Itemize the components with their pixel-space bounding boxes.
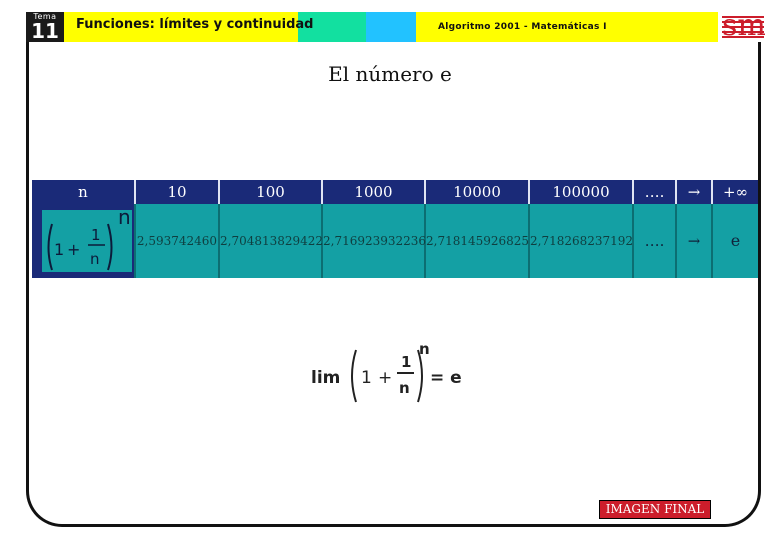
slide-title: El número e bbox=[328, 62, 452, 86]
final-image-button[interactable]: IMAGEN FINAL bbox=[599, 500, 711, 519]
header-cell: 10000 bbox=[426, 180, 530, 204]
tema-label: Tema bbox=[33, 12, 57, 21]
header-infinity: +∞ bbox=[722, 183, 749, 201]
sequence-formula bbox=[42, 210, 132, 272]
tema-badge bbox=[26, 12, 64, 42]
header-cell: 100 bbox=[220, 180, 323, 204]
value-limit-e: e bbox=[730, 231, 741, 250]
lim-numerator: 1 bbox=[401, 353, 412, 371]
value-cell: 2,718145926825 bbox=[426, 204, 530, 278]
sequence-formula-cell bbox=[32, 204, 136, 278]
value-arrow: → bbox=[677, 204, 713, 278]
formula-exponent: n bbox=[118, 210, 131, 229]
formula-one: 1 bbox=[54, 240, 65, 259]
value-cell: 2,704813829422 bbox=[220, 204, 323, 278]
value-dots: …. bbox=[634, 204, 677, 278]
formula-numerator: 1 bbox=[91, 226, 101, 244]
formula-denominator: n bbox=[90, 250, 100, 268]
sequence-formula-svg bbox=[42, 210, 132, 272]
header-dots: …. bbox=[634, 180, 677, 204]
lim-exponent: n bbox=[419, 340, 430, 358]
value-cell: 2,593742460 bbox=[136, 204, 220, 278]
value-cell: 2,718268237192 bbox=[530, 204, 634, 278]
formula-plus: + bbox=[67, 240, 81, 259]
sequence-table bbox=[32, 180, 758, 278]
header-arrow: → bbox=[677, 180, 713, 204]
header-cell-n: n bbox=[32, 180, 136, 204]
value-cell: 2,716923932236 bbox=[323, 204, 426, 278]
limit-formula-svg bbox=[308, 340, 478, 406]
lim-text: lim bbox=[311, 368, 341, 388]
header-accent-blue bbox=[366, 12, 416, 42]
tema-number: 11 bbox=[31, 19, 59, 43]
unit-title: Funciones: límites y continuidad bbox=[76, 17, 314, 32]
lim-denominator: n bbox=[399, 379, 410, 397]
header-cell: 100000 bbox=[530, 180, 634, 204]
lim-one: 1 bbox=[361, 368, 372, 388]
header-cell: 10 bbox=[136, 180, 220, 204]
limit-formula bbox=[308, 340, 478, 406]
lim-equals: = e bbox=[430, 368, 462, 388]
header-cell: 1000 bbox=[323, 180, 426, 204]
sm-logo bbox=[718, 8, 766, 43]
logo-text: sm bbox=[722, 8, 766, 43]
slide-frame bbox=[26, 42, 761, 527]
book-subtitle: Algoritmo 2001 - Matemáticas I bbox=[438, 22, 607, 32]
lim-plus: + bbox=[378, 368, 393, 388]
